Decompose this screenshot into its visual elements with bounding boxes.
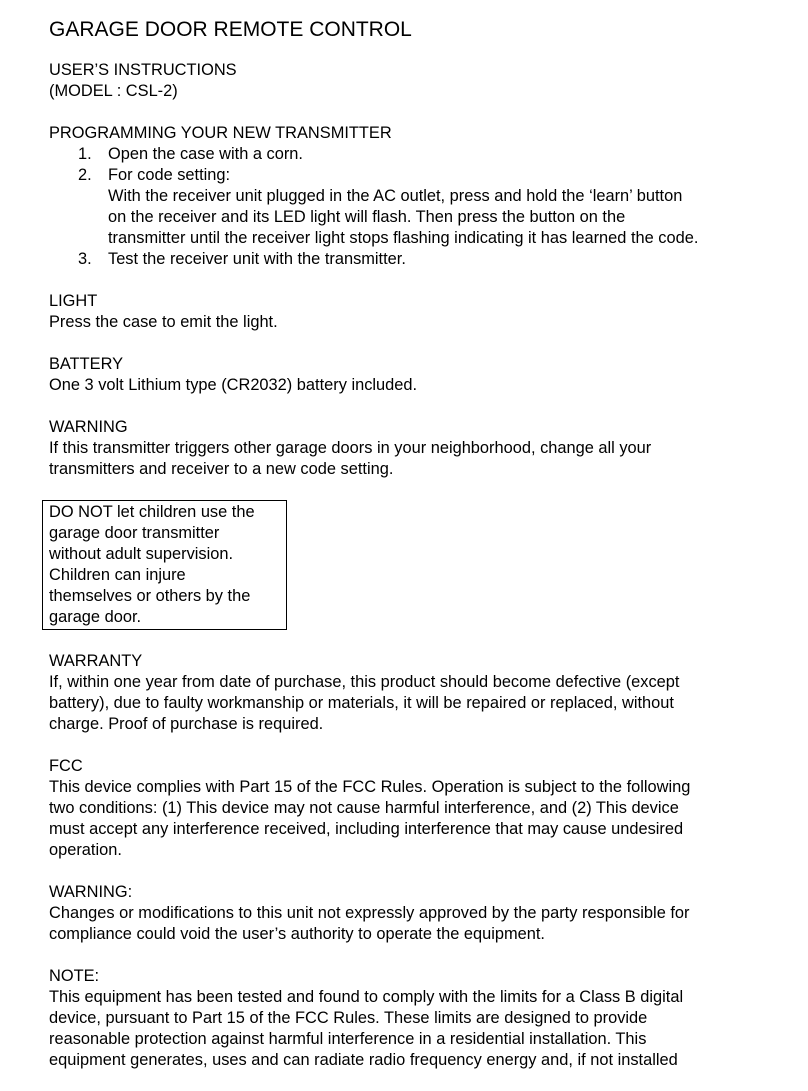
warranty-text: If, within one year from date of purchase, this product should become defective (except [49,673,680,691]
note-text: reasonable protection against harmful interference in a residential installation. This [49,1030,647,1048]
note-heading: NOTE: [49,967,100,985]
battery-section [49,354,789,396]
modification-warning-text: Changes or modifications to this unit not expressly approved by the party responsible for [49,904,690,922]
note-section [49,966,789,1071]
step-item [49,165,789,249]
warranty-text: battery), due to faulty workmanship or materials, it will be repaired or replaced, without [49,694,674,712]
document-page [49,0,789,1071]
warning-heading: WARNING [49,418,128,436]
note-text: This equipment has been tested and found to comply with the limits for a Class B digital [49,988,684,1006]
battery-heading: BATTERY [49,355,124,373]
child-safety-line: themselves or others by the [49,587,251,605]
model-label: (MODEL : CSL-2) [49,82,178,100]
light-section [49,291,789,333]
step-item [49,144,789,165]
child-safety-box [42,500,287,630]
step-number: 2. [78,166,92,184]
child-safety-line: Children can injure [49,566,186,584]
fcc-text: must accept any interference received, including interference that may cause undesired [49,820,684,838]
child-safety-line: DO NOT let children use the [49,503,255,521]
warranty-text: charge. Proof of purchase is required. [49,715,324,733]
light-text: Press the case to emit the light. [49,313,278,331]
step-line: For code setting: [108,166,231,184]
fcc-text: operation. [49,841,122,859]
programming-heading: PROGRAMMING YOUR NEW TRANSMITTER [49,124,392,142]
child-safety-line: garage door transmitter [49,524,220,542]
light-heading: LIGHT [49,292,98,310]
step-line: Test the receiver unit with the transmitter. [108,250,406,268]
child-safety-line: garage door. [49,608,142,626]
step-number: 1. [78,145,92,163]
note-text: device, pursuant to Part 15 of the FCC Rules. These limits are designed to provide [49,1009,648,1027]
note-text: equipment generates, uses and can radiate radio frequency energy and, if not installed [49,1051,678,1069]
warranty-heading: WARRANTY [49,652,143,670]
programming-section [49,123,789,270]
step-line: transmitter until the receiver light stops flashing indicating it has learned the code. [108,229,699,247]
modification-warning-text: compliance could void the user’s authority to operate the equipment. [49,925,545,943]
battery-text: One 3 volt Lithium type (CR2032) battery included. [49,376,418,394]
intro-block [49,60,789,102]
document-title: GARAGE DOOR REMOTE CONTROL [49,18,412,41]
child-safety-line: without adult supervision. [49,545,234,563]
warning-text: If this transmitter triggers other garage doors in your neighborhood, change all your [49,439,652,457]
warning-section [49,417,789,480]
modification-warning-heading: WARNING: [49,883,133,901]
users-instructions-label: USER’S INSTRUCTIONS [49,61,237,79]
step-item [49,249,789,270]
warranty-section [49,651,789,735]
fcc-section [49,756,789,861]
modification-warning-section [49,882,789,945]
programming-steps [49,144,789,270]
fcc-text: two conditions: (1) This device may not cause harmful interference, and (2) This device [49,799,679,817]
step-line: With the receiver unit plugged in the AC outlet, press and hold the ‘learn’ button [108,187,683,205]
step-number: 3. [78,250,92,268]
step-line: on the receiver and its LED light will flash. Then press the button on the [108,208,626,226]
step-line: Open the case with a corn. [108,145,303,163]
fcc-text: This device complies with Part 15 of the FCC Rules. Operation is subject to the following [49,778,691,796]
fcc-heading: FCC [49,757,83,775]
warning-text: transmitters and receiver to a new code setting. [49,460,394,478]
